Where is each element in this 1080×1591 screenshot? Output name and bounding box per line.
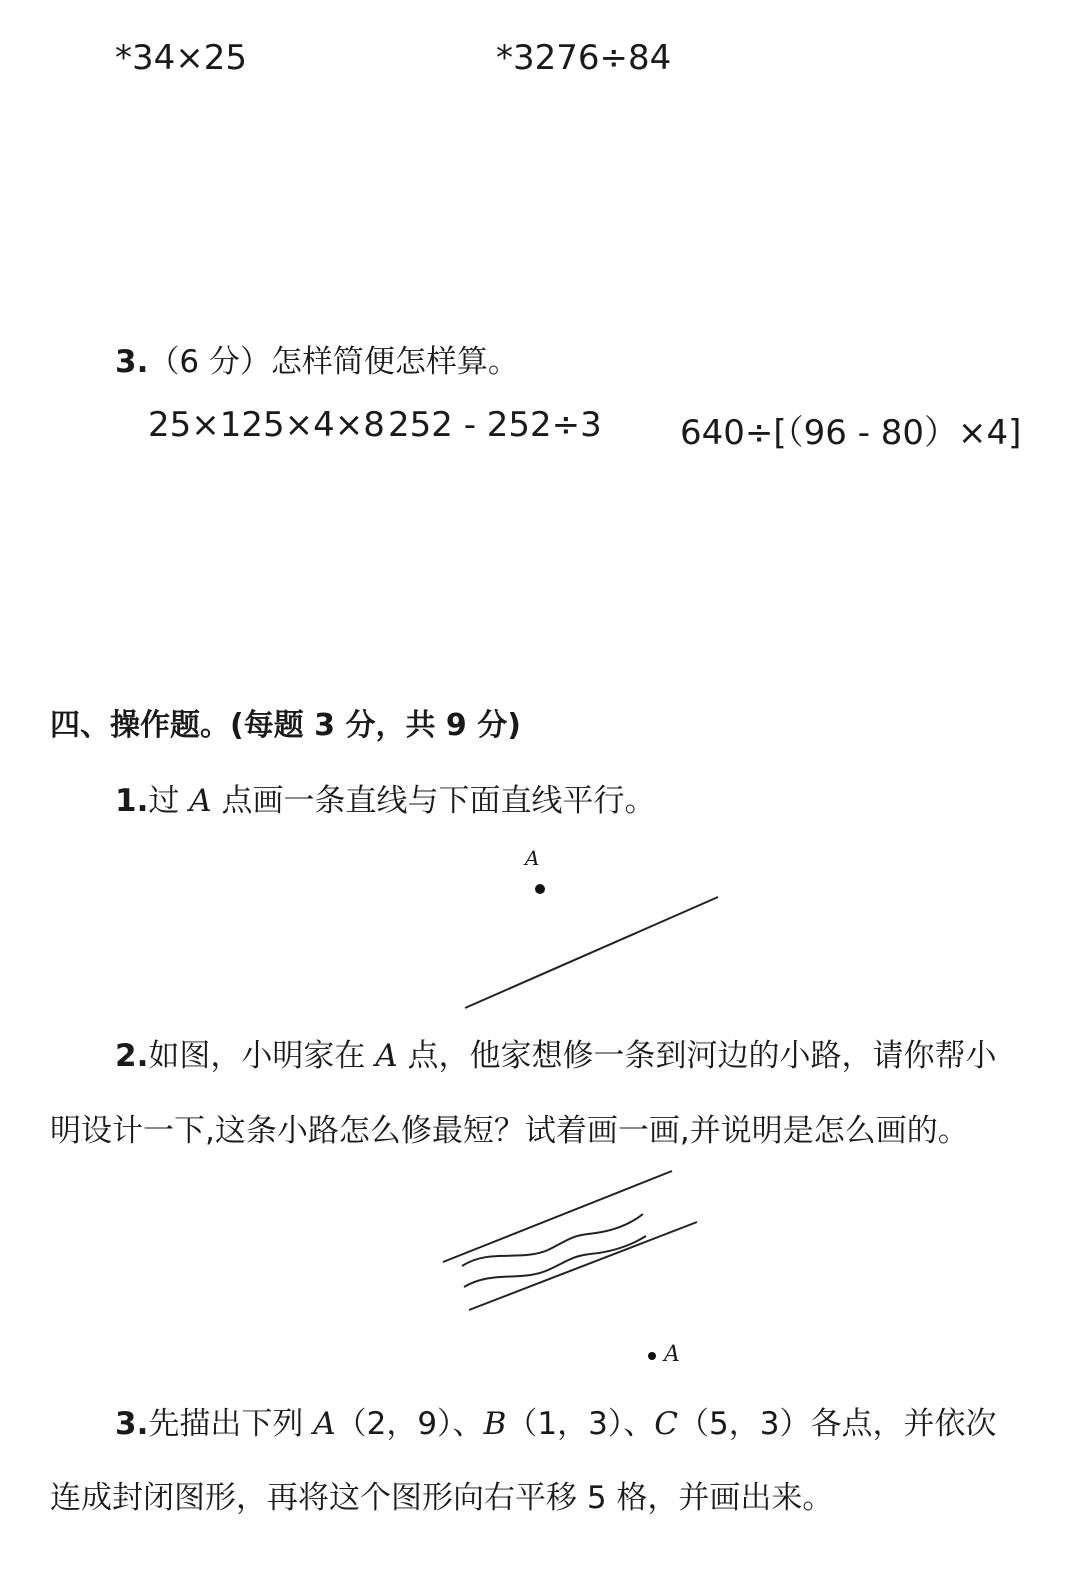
question-3-text: （6 分）怎样简便怎样算。	[148, 344, 519, 380]
q2-post: 点，他家想修一条到河边的小路，请你帮小	[397, 1038, 997, 1074]
q3-point-b: B	[483, 1406, 507, 1442]
expression-2: 252 - 252÷3	[388, 405, 602, 445]
expression-1: 25×125×4×8	[148, 405, 385, 445]
q1-pre: 过	[148, 783, 190, 819]
q3-a-coord: （2，9）、	[335, 1406, 484, 1442]
section-4-title: 四、操作题。(每题 3 分，共 9 分)	[50, 708, 521, 743]
question-3-number: 3.	[115, 344, 149, 380]
expression-3: 640÷[（96 - 80）×4]	[680, 413, 1022, 453]
q1-point-a	[535, 884, 545, 894]
river-wave-1	[462, 1214, 643, 1266]
q2-line-2: 明设计一下,这条小路怎么修最短？试着画一画,并说明是怎么画的。	[50, 1113, 969, 1149]
q3-line-1	[115, 1398, 996, 1443]
q2-pre: 如图，小明家在	[148, 1038, 376, 1074]
calc-34x25: *34×25	[115, 38, 248, 78]
q1-number: 1.	[115, 783, 149, 819]
q1-var: A	[189, 783, 212, 819]
q3-point-a: A	[313, 1406, 336, 1442]
q2-var: A	[375, 1038, 398, 1074]
q1-post: 点画一条直线与下面直线平行。	[211, 783, 656, 819]
q3-pre: 先描出下列	[148, 1406, 314, 1442]
calc-3276div84: *3276÷84	[496, 38, 672, 78]
q2-number: 2.	[115, 1038, 149, 1074]
q3-line-2: 连成封闭图形，再将这个图形向右平移 5 格，并画出来。	[50, 1480, 834, 1516]
q2-point-label: A	[664, 1342, 680, 1367]
q2-line-1	[115, 1030, 996, 1075]
q3-b-coord: （1，3）、	[506, 1406, 655, 1442]
q3-c-coord: （5，3）各点，并依次	[678, 1406, 997, 1442]
q3-number: 3.	[115, 1406, 149, 1442]
q2-point-a	[648, 1352, 656, 1360]
q3-point-c: C	[654, 1406, 679, 1442]
q1-reference-line	[465, 897, 718, 1008]
q1-point-label: A	[525, 846, 540, 870]
river-bank-upper	[443, 1171, 672, 1262]
